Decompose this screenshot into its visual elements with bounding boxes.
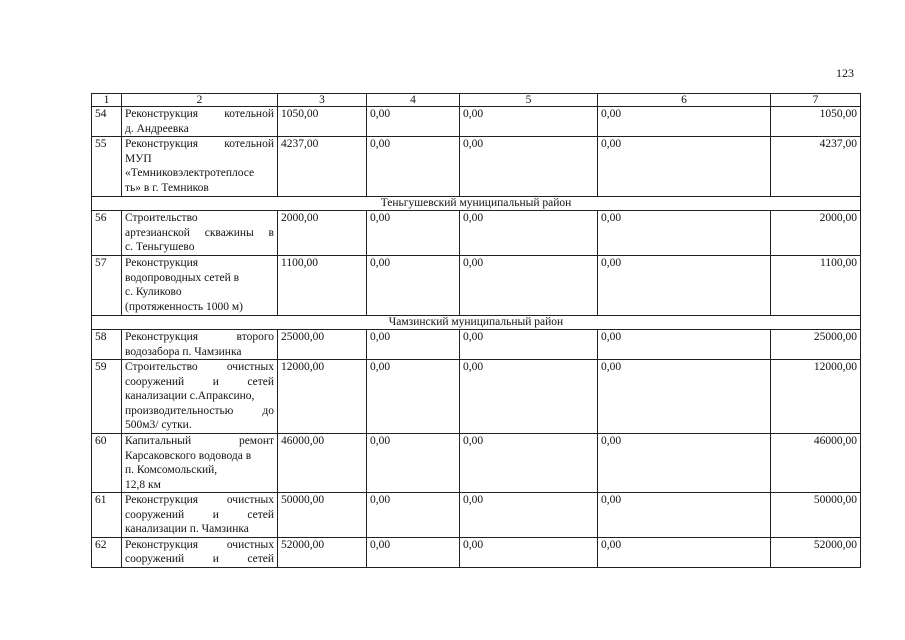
value-v4: 0,00 [367,256,460,316]
name-word: производительностью [125,404,234,417]
name-line: д. Андреевка [125,122,189,135]
section-row [92,197,861,211]
name-line: (протяженность 1000 м) [125,300,243,313]
section-row [92,316,861,330]
table-body [92,94,861,568]
name-word: второго [236,331,274,343]
name-line [125,107,274,122]
name-word: ремонт [238,435,274,447]
object-name [122,537,278,567]
value-v6: 0,00 [598,360,771,434]
column-header: 5 [460,94,598,107]
name-line: канализации п. Чамзинка [125,523,249,535]
row-number: 58 [92,330,122,360]
value-v6: 0,00 [598,434,771,493]
value-v6: 0,00 [598,330,771,360]
name-line: канализации с.Апраксино, [125,390,255,402]
name-word: Реконструкция [125,494,199,506]
value-v7: 4237,00 [771,137,861,197]
value-v3: 46000,00 [278,434,367,493]
value-v5: 0,00 [460,537,598,567]
column-header: 7 [771,94,861,107]
name-word: Реконструкция [125,108,199,120]
value-v7: 52000,00 [771,537,861,567]
table-row [92,434,861,493]
name-line: водопроводных сетей в [125,271,240,284]
name-word: котельной [224,108,274,120]
value-v7: 46000,00 [771,434,861,493]
value-v6: 0,00 [598,256,771,316]
value-v5: 0,00 [460,360,598,434]
value-v7: 12000,00 [771,360,861,434]
table-row [92,537,861,567]
name-word: Реконструкция [125,331,199,343]
value-v5: 0,00 [460,493,598,538]
value-v3: 52000,00 [278,537,367,567]
name-line: 500м3/ сутки. [125,419,192,431]
value-v4: 0,00 [367,107,460,137]
name-line [125,226,274,241]
table-row [92,360,861,434]
table-row [92,330,861,360]
name-word: сооружений [125,508,185,521]
value-v5: 0,00 [460,434,598,493]
value-v3: 2000,00 [278,211,367,256]
name-word: сооружений [125,375,185,388]
object-name [122,434,278,493]
name-line [125,538,274,553]
page-number: 123 [836,66,854,80]
object-name [122,256,278,316]
name-word: сетей [247,375,274,388]
name-line [125,434,274,449]
name-line [125,137,274,152]
value-v3: 1050,00 [278,107,367,137]
value-v7: 25000,00 [771,330,861,360]
value-v4: 0,00 [367,434,460,493]
value-v7: 50000,00 [771,493,861,538]
name-line: с. Куликово [125,286,182,298]
value-v3: 1100,00 [278,256,367,316]
name-word: артезианской [125,226,190,239]
name-line [125,552,274,567]
name-word: и [212,553,219,565]
value-v4: 0,00 [367,137,460,197]
name-word: Капитальный [125,435,192,447]
name-word: Строительство [125,361,198,373]
name-line: Карсаковского водовода в [125,449,252,462]
row-number: 57 [92,256,122,316]
name-line: с. Теньгушево [125,241,195,253]
name-line [125,493,274,508]
name-word: очистных [226,361,274,373]
value-v6: 0,00 [598,137,771,197]
name-line: 12,8 км [125,478,161,491]
value-v3: 12000,00 [278,360,367,434]
value-v5: 0,00 [460,256,598,316]
name-word: скважины [204,226,254,239]
name-line: ть» в г. Темников [125,181,209,194]
name-line [125,404,274,419]
table-row [92,493,861,538]
name-line: МУП [125,152,152,165]
budget-table [91,93,861,568]
value-v7: 1050,00 [771,107,861,137]
row-number: 62 [92,537,122,567]
name-line [125,330,274,345]
value-v6: 0,00 [598,211,771,256]
column-header: 2 [122,94,278,107]
value-v4: 0,00 [367,330,460,360]
name-word: сетей [247,553,274,565]
table-row [92,107,861,137]
name-word: котельной [224,138,274,150]
name-word: до [262,404,274,417]
value-v7: 1100,00 [771,256,861,316]
section-title: Теньгушевский муниципальный район [92,197,861,211]
section-title: Чамзинский муниципальный район [92,316,861,330]
name-line: водозабора п. Чамзинка [125,345,242,358]
object-name [122,330,278,360]
table-row [92,137,861,197]
row-number: 59 [92,360,122,434]
object-name [122,107,278,137]
object-name [122,211,278,256]
name-word: и [212,508,219,521]
name-word: Реконструкция [125,138,199,150]
value-v3: 50000,00 [278,493,367,538]
column-header: 6 [598,94,771,107]
name-word: очистных [226,538,274,551]
table-row [92,256,861,316]
name-word: сооружений [125,553,185,565]
name-line [125,360,274,375]
row-number: 61 [92,493,122,538]
value-v7: 2000,00 [771,211,861,256]
value-v3: 4237,00 [278,137,367,197]
value-v4: 0,00 [367,360,460,434]
row-number: 56 [92,211,122,256]
name-word: очистных [226,494,274,506]
object-name [122,493,278,538]
column-header: 4 [367,94,460,107]
value-v4: 0,00 [367,493,460,538]
column-header: 1 [92,94,122,107]
value-v5: 0,00 [460,137,598,197]
value-v5: 0,00 [460,211,598,256]
value-v4: 0,00 [367,537,460,567]
value-v6: 0,00 [598,537,771,567]
name-word: в [268,226,274,239]
column-header: 3 [278,94,367,107]
name-word: сетей [247,508,274,521]
name-line: Строительство [125,212,198,224]
value-v4: 0,00 [367,211,460,256]
name-line: «Темниковэлектротеплосе [125,167,255,179]
name-word: и [212,375,219,388]
value-v5: 0,00 [460,107,598,137]
row-number: 60 [92,434,122,493]
row-number: 54 [92,107,122,137]
name-word: Реконструкция [125,538,199,551]
name-line [125,508,274,523]
column-number-row [92,94,861,107]
object-name [122,137,278,197]
value-v3: 25000,00 [278,330,367,360]
table-row [92,211,861,256]
name-line: п. Комсомольский, [125,464,218,476]
value-v6: 0,00 [598,493,771,538]
row-number: 55 [92,137,122,197]
name-line [125,375,274,390]
object-name [122,360,278,434]
value-v6: 0,00 [598,107,771,137]
name-line: Реконструкция [125,257,199,269]
value-v5: 0,00 [460,330,598,360]
